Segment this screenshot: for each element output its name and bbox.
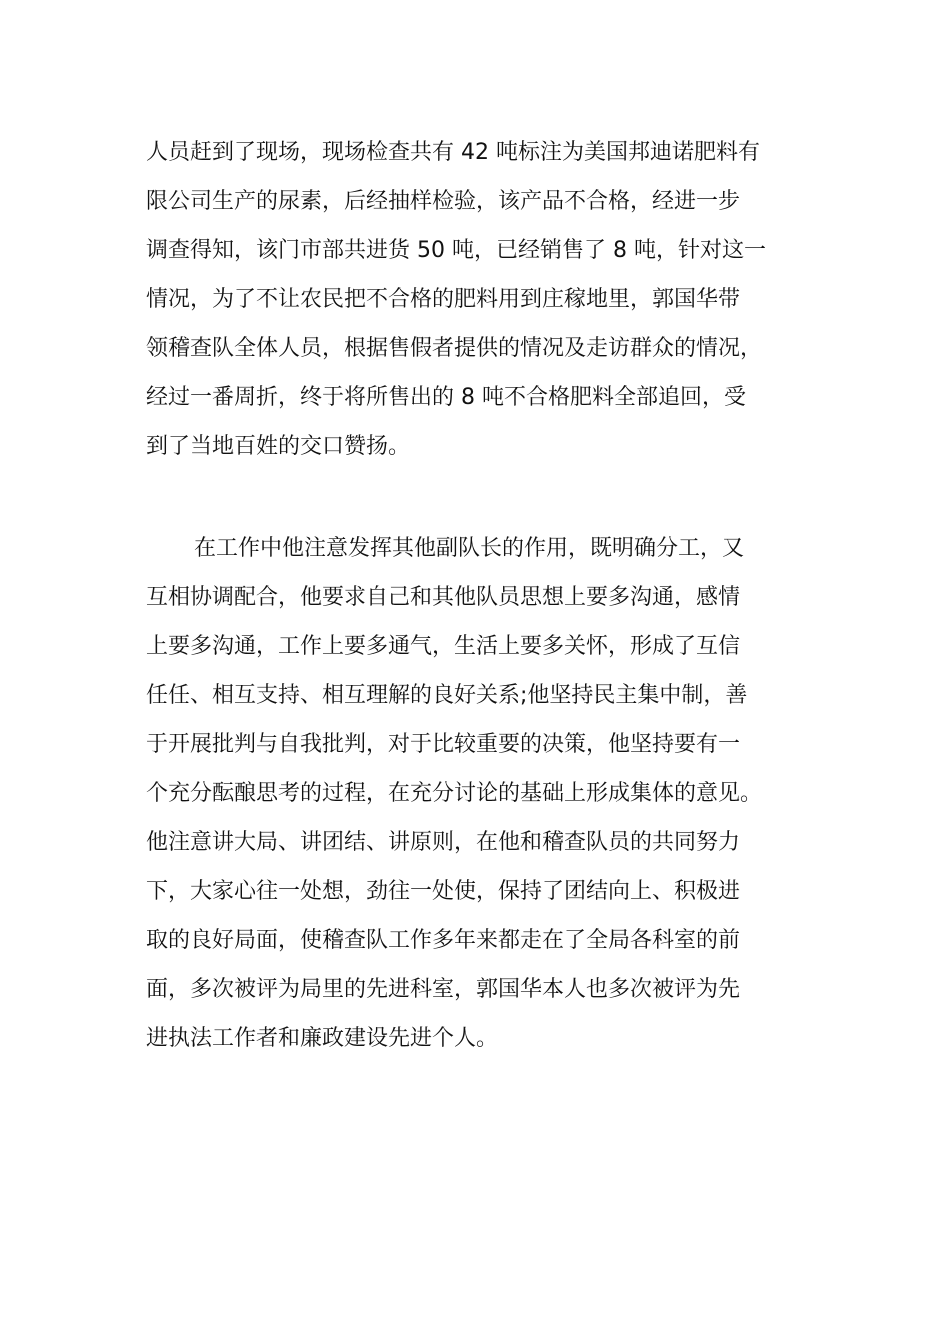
paragraph-2: [146, 524, 816, 1063]
paragraph-line: 于开展批判与自我批判，对于比较重要的决策，他坚持要有一: [146, 732, 741, 757]
paragraph-first-line: 在工作中他注意发挥其他副队长的作用，既明确分工，又: [194, 536, 745, 561]
paragraph-line: 下，大家心往一处想，劲往一处使，保持了团结向上、积极进: [146, 879, 741, 904]
paragraph-line: 领稽查队全体人员，根据售假者提供的情况及走访群众的情况，: [146, 336, 763, 361]
paragraph-line: 取的良好局面，使稽查队工作多年来都走在了全局各科室的前: [146, 928, 741, 953]
paragraph-line: 上要多沟通，工作上要多通气，生活上要多关怀，形成了互信: [146, 634, 741, 659]
paragraph-line: 面，多次被评为局里的先进科室，郭国华本人也多次被评为先: [146, 977, 741, 1002]
paragraph-line: 人员赶到了现场，现场检查共有 42 吨标注为美国邦迪诺肥料有: [146, 140, 760, 165]
paragraph-line: 互相协调配合，他要求自己和其他队员思想上要多沟通，感情: [146, 585, 741, 610]
paragraph-line: 他注意讲大局、讲团结、讲原则，在他和稽查队员的共同努力: [146, 830, 741, 855]
paragraph-1: [146, 128, 816, 471]
paragraph-line: 个充分酝酿思考的过程，在充分讨论的基础上形成集体的意见。: [146, 781, 763, 806]
paragraph-line: 进执法工作者和廉政建设先进个人。: [146, 1026, 499, 1051]
paragraph-line: 到了当地百姓的交口赞扬。: [146, 434, 411, 459]
paragraph-line: 限公司生产的尿素，后经抽样检验，该产品不合格，经进一步: [146, 189, 741, 214]
paragraph-line: 任任、相互支持、相互理解的良好关系;他坚持民主集中制，善: [146, 683, 748, 708]
paragraph-line: 经过一番周折，终于将所售出的 8 吨不合格肥料全部追回，受: [146, 385, 746, 410]
paragraph-line: 调查得知，该门市部共进货 50 吨，已经销售了 8 吨，针对这一: [146, 238, 766, 263]
paragraph-line: 情况，为了不让农民把不合格的肥料用到庄稼地里，郭国华带: [146, 287, 741, 312]
